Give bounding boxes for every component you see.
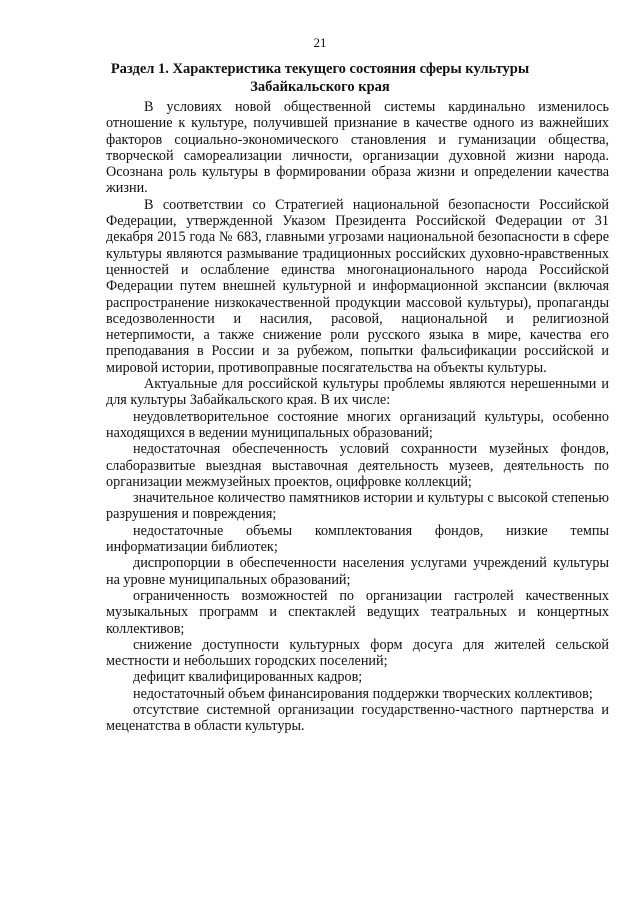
problem-item: диспропорции в обеспеченности населения услугами учреждений культуры на уровне муниципальных образований; [106,555,609,588]
problem-item: снижение доступности культурных форм досуга для жителей сельской местности и небольших городских поселений; [106,636,609,670]
problem-item: недостаточные объемы комплектования фондов, низкие темпы информатизации библиотек; [106,522,609,556]
problem-item: значительное количество памятников истории и культуры с высокой степенью разрушения и повреждения; [106,490,609,523]
problem-item: недостаточная обеспеченность условий сохранности музейных фондов, слаборазвитые выездная выставочная деятельность музеев, деятельность по организации межмузейных проектов, оцифровке коллекций; [106,441,609,490]
problem-item: недостаточный объем финансирования поддержки творческих коллективов; [133,685,593,702]
problem-item: отсутствие системной организации государственно-частного партнерства и меценатства в области культуры. [106,701,609,735]
section-heading: Раздел 1. Характеристика текущего состояния сферы культуры Забайкальского края [110,61,530,95]
problem-item: ограниченность возможностей по организации гастролей качественных музыкальных программ и спектаклей ведущих театральных и концертных коллективов; [106,587,609,637]
paragraph-security-strategy: В соответствии со Стратегией национальной безопасности Российской Федерации, утвержденной Указом Президента Российской Федерации от 31 декабря 2015 года № 683, главными угрозами национальной безопасности в сфере культуры являются размывание традиционных российских духовно-нравственных ценностей и ослабление единства многонационального народа Российской Федерации путем внешней культурной и информационной экспансии (включая распространение низкокачественной продукции массовой культуры), пропаганды вседозволенности и насилия, расовой, национальной и религиозной нетерпимости, а также снижение роли русского языка в мире, качества его преподавания в России и за рубежом, попытки фальсификации российской и мировой истории, противоправные посягательства на объекты культуры. [106,196,609,376]
problem-item: дефицит квалифицированных кадров; [133,669,363,686]
paragraph-culture-role: В условиях новой общественной системы кардинально изменилось отношение к культуре, получившей признание в качестве одного из важнейших факторов социально-экономического становления и гуманизации общества, творческой самореализации личности, организации духовной жизни народа. Осознана роль культуры в формировании образа жизни и определении качества жизни. [106,99,609,197]
problem-item: неудовлетворительное состояние многих организаций культуры, особенно находящихся в ведении муниципальных образований; [106,408,609,441]
paragraph-problems-intro: Актуальные для российской культуры проблемы являются нерешенными и для культуры Забайкальского края. В их числе: [106,376,609,409]
page-number: 21 [313,35,327,50]
section-body [106,99,609,735]
